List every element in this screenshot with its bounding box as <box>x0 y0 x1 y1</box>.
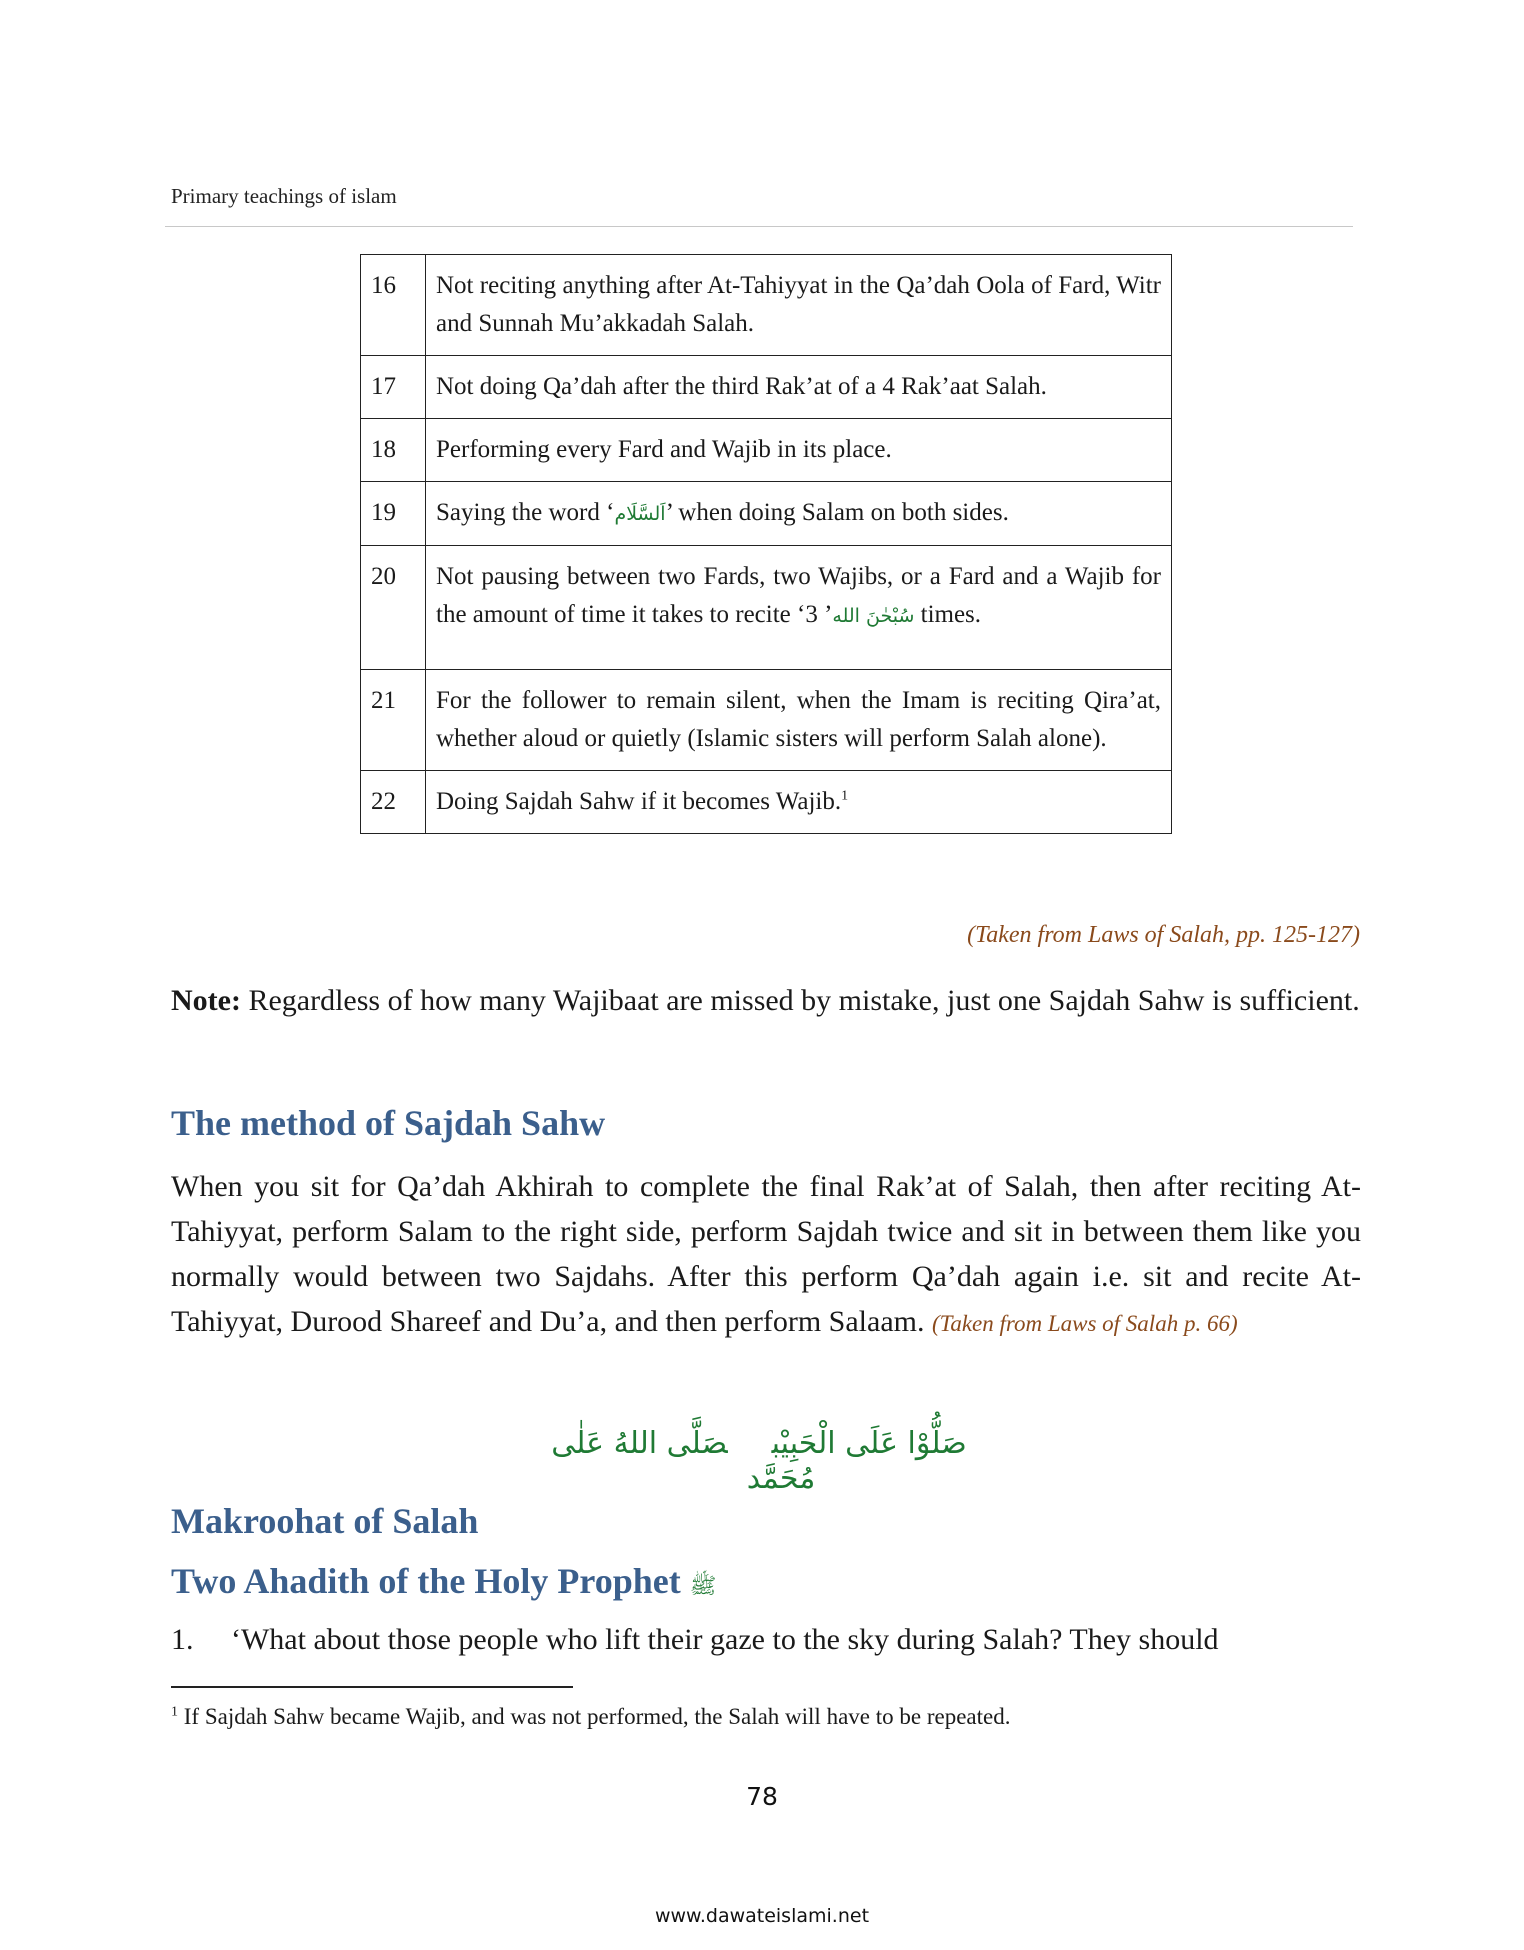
row-text: Not reciting anything after At-Tahiyyat in the Qa’dah Oola of Fard, Witr and Sunnah Mu’akkadah Salah. <box>426 255 1172 356</box>
row-number: 20 <box>361 546 426 670</box>
footnote-marker: 1 <box>171 1704 178 1720</box>
table-row <box>361 356 1172 419</box>
section-heading-method: The method of Sajdah Sahw <box>171 1103 606 1143</box>
row-number: 16 <box>361 255 426 356</box>
note-paragraph <box>171 978 1361 1023</box>
row-number: 22 <box>361 771 426 834</box>
salawat-calligraphy-icon: ﷺ <box>689 1574 717 1599</box>
subheading-text: Two Ahadith of the Holy Prophet <box>171 1561 681 1601</box>
row-text <box>426 482 1172 546</box>
table-row <box>361 419 1172 482</box>
durood-part-1: صَلُّوْا عَلَى الْحَبِيْب <box>771 1426 967 1461</box>
hadith-text: ‘What about those people who lift their gaze to the sky during Salah? They should <box>231 1623 1219 1656</box>
table-row <box>361 771 1172 834</box>
section-heading-makroohat: Makroohat of Salah <box>171 1501 479 1541</box>
row-number: 18 <box>361 419 426 482</box>
method-citation: (Taken from Laws of Salah p. 66) <box>931 1311 1238 1336</box>
footnote-text: If Sajdah Sahw became Wajib, and was not performed, the Salah will have to be repeated. <box>178 1704 1011 1729</box>
method-body: When you sit for Qa’dah Akhirah to complete the final Rak’at of Salah, then after reciting At-Tahiyyat, perform Salam to the right side, perform Sajdah twice and sit in between them like you normally would between two Sajdahs. After this perform Qa’dah again i.e. sit and recite At-Tahiyyat, Durood Shareef and Du’a, and then perform Salaam. <box>171 1170 1361 1338</box>
table-row <box>361 255 1172 356</box>
row-text-after: ’ 3 times. <box>805 601 982 628</box>
hadith-item <box>171 1617 1361 1662</box>
row-number: 17 <box>361 356 426 419</box>
table-row <box>361 546 1172 670</box>
hadith-number: 1. <box>171 1623 194 1656</box>
wajibat-table <box>360 254 1172 834</box>
footnote <box>171 1704 1010 1730</box>
durood-line <box>540 1426 1000 1496</box>
row-number: 19 <box>361 482 426 546</box>
footnote-divider <box>171 1686 573 1688</box>
row-text: Not doing Qa’dah after the third Rak’at of a 4 Rak’aat Salah. <box>426 356 1172 419</box>
row-text-main: Doing Sajdah Sahw if it becomes Wajib. <box>436 788 842 815</box>
page-number: 78 <box>746 1782 778 1811</box>
row-text-after: ’ when doing Salam on both sides. <box>665 499 1009 526</box>
header-divider <box>165 226 1353 227</box>
subheading-ahadith <box>171 1560 716 1604</box>
note-label: Note: <box>171 984 241 1017</box>
site-url-link[interactable]: www.dawateislami.net <box>654 1905 870 1927</box>
arabic-phrase: اَلسَّلَام <box>614 503 666 525</box>
note-text: Regardless of how many Wajibaat are missed by mistake, just one Sajdah Sahw is sufficient. <box>240 984 1360 1017</box>
method-paragraph <box>171 1164 1361 1346</box>
footnote-reference[interactable]: 1 <box>841 788 849 804</box>
arabic-phrase: سُبْحٰنَ الله <box>832 605 915 627</box>
table-row <box>361 482 1172 546</box>
row-text <box>426 771 1172 834</box>
row-text: Performing every Fard and Wajib in its place. <box>426 419 1172 482</box>
row-text: For the follower to remain silent, when the Imam is reciting Qira’at, whether aloud or quietly (Islamic sisters will perform Salah alone). <box>426 670 1172 771</box>
row-text-before: Not pausing between two Fards, two Wajibs, or a Fard and a Wajib for the amount of time it takes to recite ‘ <box>436 563 1161 628</box>
row-number: 21 <box>361 670 426 771</box>
durood-part-2: صَلَّى اللهُ عَلٰى مُحَمَّد <box>551 1426 816 1496</box>
running-header: Primary teachings of islam <box>171 184 397 208</box>
table-row <box>361 670 1172 771</box>
row-text-before: Saying the word ‘ <box>436 499 615 526</box>
row-text <box>426 546 1172 670</box>
table-citation: (Taken from Laws of Salah, pp. 125-127) <box>967 922 1360 948</box>
